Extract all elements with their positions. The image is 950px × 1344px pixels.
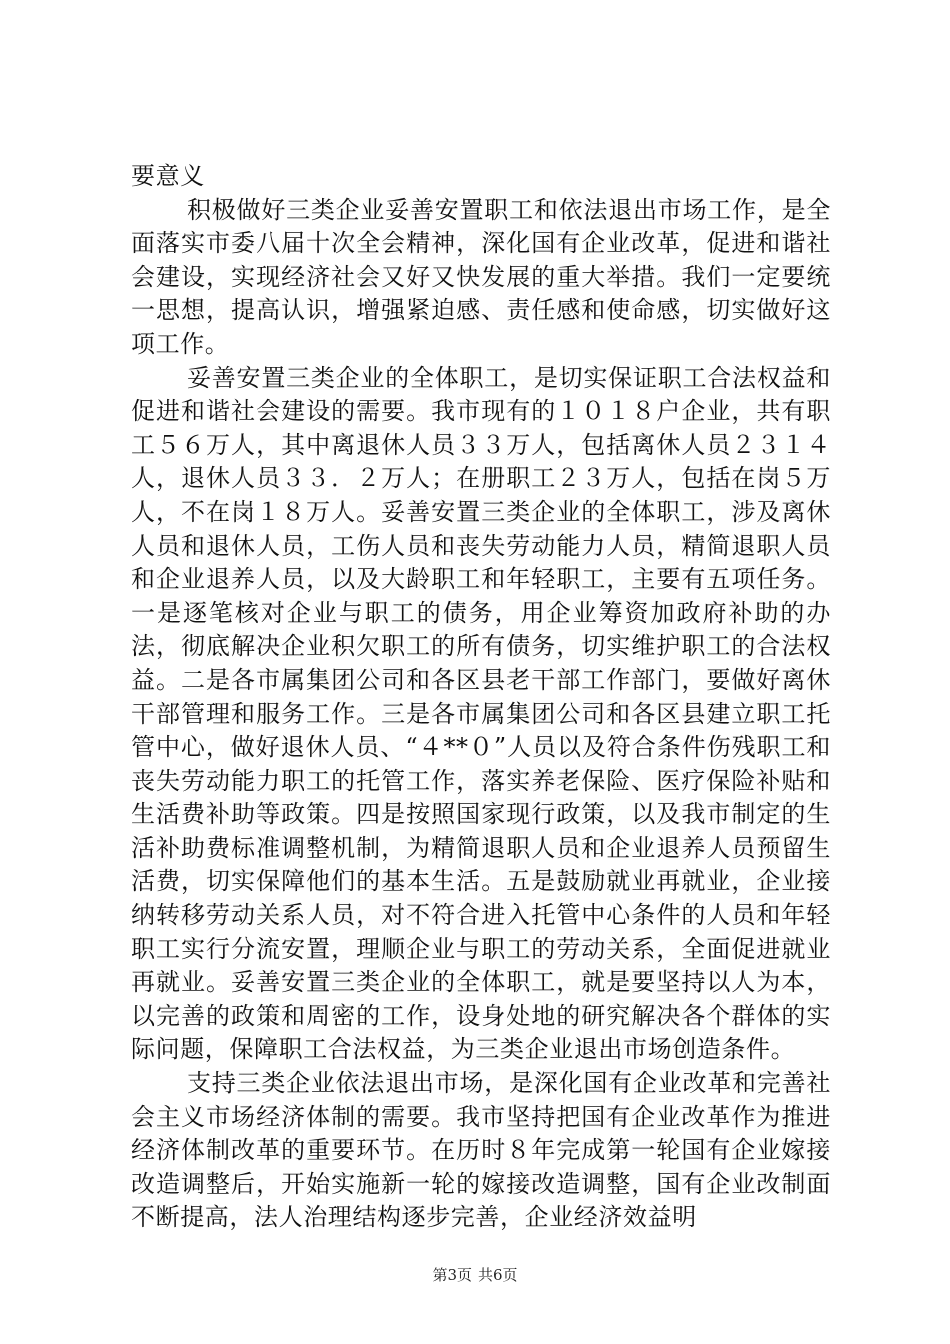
page-number: 第3页 — [432, 1266, 472, 1284]
paragraph-market-exit: 支持三类企业依法退出市场，是深化国有企业改革和完善社会主义市场经济体制的需要。我市坚持把国有企业改革作为推进经济体制改革的重要环节。在历时８年完成第一轮国有企业嫁接改造调整后，开始实施新一轮的嫁接改造调整，国有企业改制面不断提高，法人治理结构逐步完善，企业经济效益明 — [131, 1069, 831, 1232]
page-footer — [0, 1265, 950, 1285]
paragraph-worker-placement: 妥善安置三类企业的全体职工，是切实保证职工合法权益和促进和谐社会建设的需要。我市现有的１０１８户企业，共有职工５６万人，其中离退休人员３３万人，包括离休人员２３１４人，退休人员３３．２万人；在册职工２３万人，包括在岗５万人，不在岗１８万人。妥善安置三类企业的全体职工，涉及离休人员和退休人员，工伤人员和丧失劳动能力人员，精简退职人员和企业退养人员，以及大龄职工和年轻职工，主要有五项任务。一是逐笔核对企业与职工的债务，用企业筹资加政府补助的办法，彻底解决企业积欠职工的所有债务，切实维护职工的合法权益。二是各市属集团公司和各区县老干部工作部门，要做好离休干部管理和服务工作。三是各市属集团公司和各区县建立职工托管中心，做好退休人员、“４**０”人员以及符合条件伤残职工和丧失劳动能力职工的托管工作，落实养老保险、医疗保险补贴和生活费补助等政策。四是按照国家现行政策，以及我市制定的生活补助费标准调整机制，为精简退职人员和企业退养人员预留生活费，切实保障他们的基本生活。五是鼓励就业再就业，企业接纳转移劳动关系人员，对不符合进入托管中心条件的人员和年轻职工实行分流安置，理顺企业与职工的劳动关系，全面促进就业再就业。妥善安置三类企业的全体职工，就是要坚持以人为本，以完善的政策和周密的工作，设身处地的研究解决各个群体的实际问题，保障职工合法权益，为三类企业退出市场创造条件。 — [131, 363, 831, 1064]
document-body — [131, 160, 831, 1235]
paragraph-intro: 积极做好三类企业妥善安置职工和依法退出市场工作，是全面落实市委八届十次全会精神，深化国有企业改革，促进和谐社会建设，实现经济社会又好又快发展的重大举措。我们一定要统一思想，提高认识，增强紧迫感、责任感和使命感，切实做好这项工作。 — [131, 195, 831, 358]
paragraph-heading-tail: 要意义 — [131, 162, 205, 190]
page-total: 共6页 — [478, 1266, 518, 1284]
